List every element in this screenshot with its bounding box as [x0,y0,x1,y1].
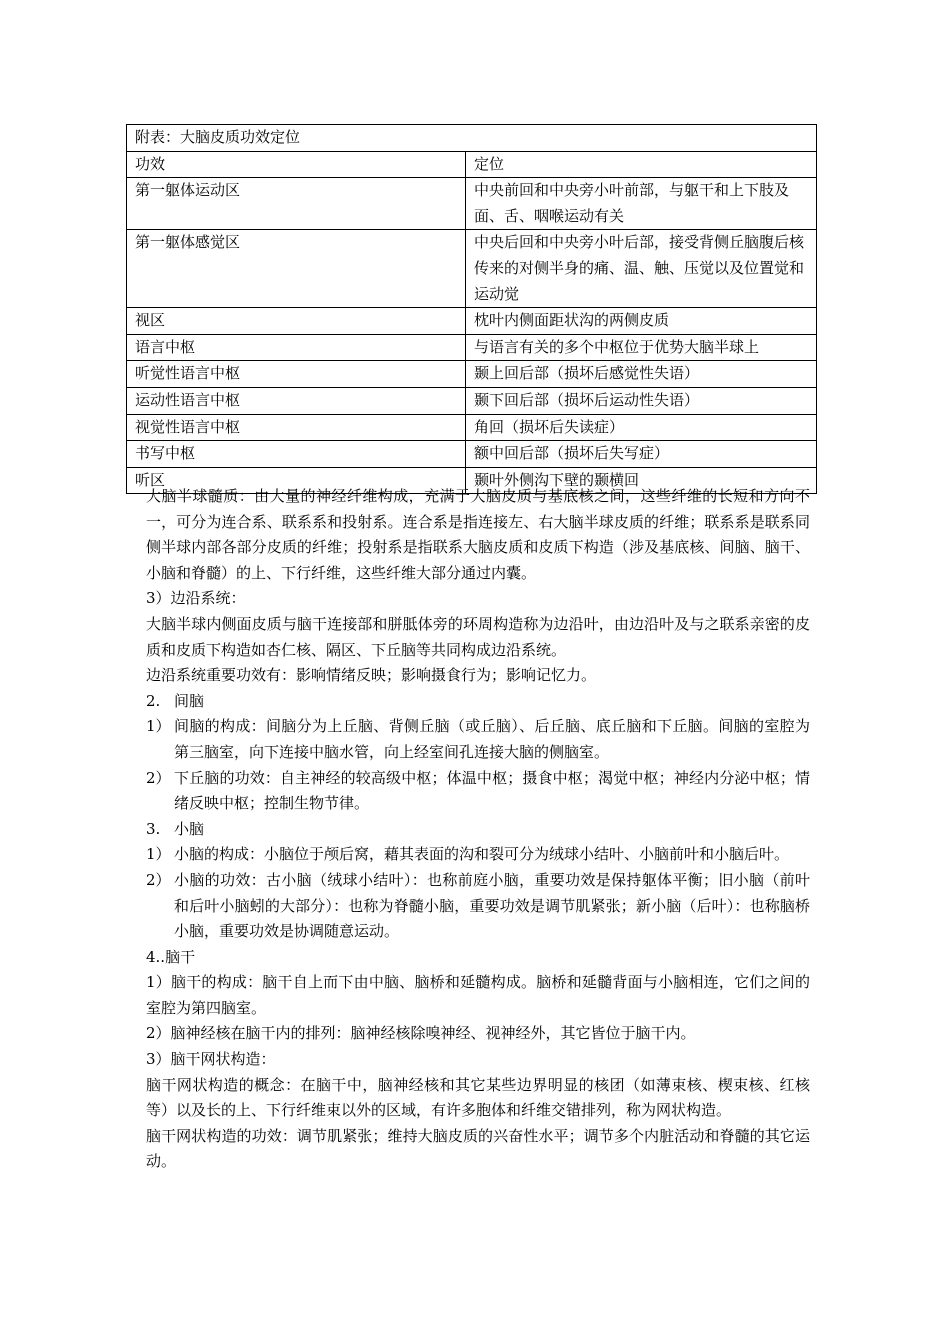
table-cell: 颞下回后部（损坏后运动性失语） [466,387,817,414]
table-cell: 枕叶内侧面距状沟的两侧皮质 [466,308,817,335]
section-number: 3. [146,819,161,838]
table-cell: 与语言有关的多个中枢位于优势大脑半球上 [466,334,817,361]
table-caption-row [127,125,817,152]
table-row [127,334,817,361]
section-title: 小脑 [174,819,205,838]
table-cell: 角回（损坏后失读症） [466,414,817,441]
table-row [127,414,817,441]
table-cell: 第一躯体感觉区 [127,230,466,308]
paragraph-cranial-nuclei: 2）脑神经核在脑干内的排列：脑神经核除嗅神经、视神经外，其它皆位于脑干内。 [146,1024,696,1043]
list-number: 1） [146,845,171,864]
list-text: 下丘脑的功效：自主神经的较高级中枢；体温中枢；摄食中枢；渴觉中枢；神经内分泌中枢；情绪反映中枢；控制生物节律。 [174,768,810,813]
table-cell: 额中回后部（损坏后失写症） [466,441,817,468]
table-row [127,178,817,230]
table-cell: 书写中枢 [127,441,466,468]
table-cell: 颞叶外侧沟下壁的颞横回 [466,467,817,494]
table-row [127,308,817,335]
section-heading-diencephalon [146,689,810,715]
cortex-function-table [126,124,817,494]
list-text: 间脑的构成：间脑分为上丘脑、背侧丘脑（或丘脑）、后丘脑、底丘脑和下丘脑。间脑的室腔为第三脑室，向下连接中脑水管，向上经室间孔连接大脑的侧脑室。 [174,717,810,761]
table-cell: 视区 [127,308,466,335]
list-text: 小脑的功效：古小脑（绒球小结叶）：也称前庭小脑，重要功效是保持躯体平衡；旧小脑（前叶和后叶小脑蚓的大部分）：也称为脊髓小脑，重要功效是调节肌紧张；新小脑（后叶）：也称脑桥小脑，重要功效是协调随意运动。 [174,870,810,941]
column-header-function: 功效 [127,151,466,178]
paragraph-limbic-function: 边沿系统重要功效有：影响情绪反映；影响摄食行为；影响记忆力。 [146,666,597,685]
column-header-location: 定位 [466,151,817,178]
table-cell: 语言中枢 [127,334,466,361]
table-header-row [127,151,817,178]
table-cell: 中央前回和中央旁小叶前部，与躯干和上下肢及面、舌、咽喉运动有关 [466,178,817,230]
list-number: 2） [146,768,171,787]
section-title: 间脑 [174,691,205,710]
body-text [146,484,810,1175]
table-cell: 听觉性语言中枢 [127,361,466,388]
list-text: 小脑的构成：小脑位于颅后窝，藉其表面的沟和裂可分为绒球小结叶、小脑前叶和小脑后叶。 [174,845,790,864]
list-item [146,766,810,817]
list-item [146,842,810,868]
table-cell: 第一躯体运动区 [127,178,466,230]
paragraph-reticular-heading: 3）脑干网状构造： [146,1050,276,1069]
list-number: 1） [146,717,171,736]
paragraph-medulla: 大脑半球髓质：由大量的神经纤维构成，充满于大脑皮质与基底核之间，这些纤维的长短和方向不一，可分为连合系、联系系和投射系。连合系是指连接左、右大脑半球皮质的纤维；联系系是联系同侧半球内部各部分皮质的纤维；投射系是指联系大脑皮质和皮质下构造（涉及基底核、间脑、脑干、小脑和脊髓）的上、下行纤维，这些纤维大部分通过内囊。 [146,487,810,582]
paragraph-limbic-definition: 大脑半球内侧面皮质与脑干连接部和胼胝体旁的环周构造称为边沿叶，由边沿叶及与之联系亲密的皮质和皮质下构造如杏仁核、隔区、下丘脑等共同构成边沿系统。 [146,614,810,659]
paragraph-limbic-heading: 3）边沿系统： [146,589,246,608]
list-number: 2） [146,870,171,889]
table-row [127,441,817,468]
section-number: 2. [146,691,161,710]
table-caption: 附表：大脑皮质功效定位 [127,125,817,152]
table-cell: 颞上回后部（损坏后感觉性失语） [466,361,817,388]
list-item [146,868,810,945]
table-row [127,361,817,388]
list-item [146,714,810,765]
table-cell: 中央后回和中央旁小叶后部，接受背侧丘脑腹后核传来的对侧半身的痛、温、触、压觉以及位置觉和运动觉 [466,230,817,308]
table-cell: 听区 [127,467,466,494]
table-cell: 视觉性语言中枢 [127,414,466,441]
section-heading-brainstem: 4..脑干 [146,947,196,966]
paragraph-brainstem-structure: 1）脑干的构成：脑干自上而下由中脑、脑桥和延髓构成。脑桥和延髓背面与小脑相连，它们之间的室腔为第四脑室。 [146,973,810,1017]
table-row [127,387,817,414]
table-cell: 运动性语言中枢 [127,387,466,414]
table-row [127,230,817,308]
paragraph-reticular-function: 脑干网状构造的功效：调节肌紧张；维持大脑皮质的兴奋性水平；调节多个内脏活动和脊髓的其它运动。 [146,1126,810,1171]
paragraph-reticular-concept: 脑干网状构造的概念：在脑干中，脑神经核和其它某些边界明显的核团（如薄束核、楔束核、红核等）以及长的上、下行纤维束以外的区域，有许多胞体和纤维交错排列，称为网状构造。 [146,1075,810,1120]
section-heading-cerebellum [146,817,810,843]
